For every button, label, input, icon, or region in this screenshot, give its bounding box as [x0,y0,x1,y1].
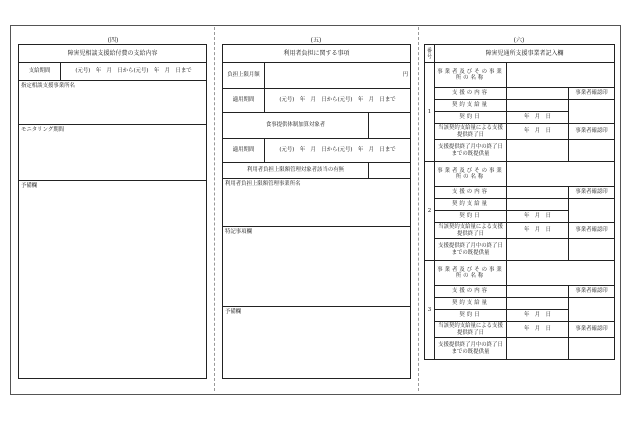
burden-limit-unit: 円 [402,72,408,79]
reserve-field[interactable] [19,181,207,379]
panel-divider-right [418,27,419,391]
business-name-field[interactable] [507,261,615,286]
reserve-label: 予備欄 [21,183,38,189]
payment-period-field[interactable]: (元号) 年 月 日から(元号) 年 月 日まで [61,63,207,81]
limit-applicable-period-label: 適用期間 [223,89,265,113]
designated-office-field[interactable] [19,81,207,125]
contract-date-label: 契約日 [435,310,507,322]
meal-applicable-period-label: 適用期間 [223,139,265,163]
special-notes-field[interactable] [223,227,411,307]
seal-space[interactable] [569,239,615,261]
meal-provision-field[interactable] [369,113,411,139]
panel-user-burden-title: 利用者負担に関する事項 [223,45,411,63]
panel-provider-entry-title: 障害児通所支援事業者記入欄 [435,45,615,63]
limit-management-field[interactable] [369,163,411,179]
provided-label: 支援提供終了月中の終了日までの既提供量 [435,239,507,261]
end-date-label: 当該契約支給量による支援提供終了日 [435,322,507,338]
end-date-field[interactable]: 年 月 日 [507,124,569,140]
end-date-label: 当該契約支給量による支援提供終了日 [435,124,507,140]
payment-period-label: 支給期間 [19,63,61,81]
business-name-field[interactable] [507,63,615,88]
panel-divider-left [214,27,215,391]
designated-office-label: 指定相談支援事業所名 [21,83,75,89]
provider-confirm-seal[interactable]: 事業者確認印 [569,187,615,199]
contract-amount-label: 契約支給量 [435,298,507,310]
business-label: 事業者及びその事業所の名称 [435,162,507,187]
burden-limit-field[interactable] [265,63,411,89]
panel-provider-entry [424,44,615,360]
provider-confirm-seal[interactable]: 事業者確認印 [569,88,615,100]
entry-number: 1 [425,63,435,162]
business-name-field[interactable] [507,162,615,187]
section-six-heading: (六) [513,37,525,44]
provided-label: 支援提供終了月中の終了日までの既提供量 [435,338,507,360]
contract-amount-field[interactable] [507,298,569,310]
contract-amount-label: 契約支給量 [435,100,507,112]
support-content-field[interactable] [507,286,569,298]
number-header: 番号 [425,45,435,63]
panel-support-payment-title: 障害児相談支援給付費の支給内容 [19,45,207,63]
monitoring-period-label: モニタリング期間 [21,127,65,133]
panel-support-payment [18,44,207,379]
contract-amount-field[interactable] [507,100,569,112]
limit-applicable-period-field[interactable]: (元号) 年 月 日から(元号) 年 月 日まで [265,89,411,113]
provider-confirm-seal[interactable]: 事業者確認印 [569,322,615,338]
panel-user-burden [222,44,411,379]
contract-amount-label: 契約支給量 [435,199,507,211]
content-label: 支援の内容 [435,286,507,298]
reserve-label-five: 予備欄 [225,309,242,315]
end-date-field[interactable]: 年 月 日 [507,322,569,338]
seal-space[interactable] [569,338,615,360]
meal-provision-label: 食事提供体制加算対象者 [223,113,369,139]
burden-limit-label: 負担上限月額 [223,63,265,89]
entry-number: 3 [425,261,435,360]
provided-amount-field[interactable] [507,239,569,261]
provided-amount-field[interactable] [507,140,569,162]
provider-confirm-seal[interactable]: 事業者確認印 [569,124,615,140]
special-notes-label: 特記事項欄 [225,229,252,235]
support-content-field[interactable] [507,88,569,100]
contract-date-field[interactable]: 年 月 日 [507,112,569,124]
seal-space[interactable] [569,100,615,124]
end-date-field[interactable]: 年 月 日 [507,223,569,239]
seal-space[interactable] [569,298,615,322]
business-label: 事業者及びその事業所の名称 [435,261,507,286]
content-label: 支援の内容 [435,88,507,100]
end-date-label: 当該契約支給量による支援提供終了日 [435,223,507,239]
limit-management-office-field[interactable] [223,179,411,227]
seal-space[interactable] [569,140,615,162]
reserve-field-five[interactable] [223,307,411,379]
limit-management-office-label: 利用者負担上限額管理事業所名 [225,181,301,187]
section-four-heading: (四) [107,37,119,44]
contract-date-field[interactable]: 年 月 日 [507,310,569,322]
contract-date-label: 契約日 [435,112,507,124]
business-label: 事業者及びその事業所の名称 [435,63,507,88]
support-content-field[interactable] [507,187,569,199]
entry-number: 2 [425,162,435,261]
provided-amount-field[interactable] [507,338,569,360]
meal-applicable-period-field[interactable]: (元号) 年 月 日から(元号) 年 月 日まで [265,139,411,163]
contract-date-field[interactable]: 年 月 日 [507,211,569,223]
section-five-heading: (五) [310,37,322,44]
contract-date-label: 契約日 [435,211,507,223]
contract-amount-field[interactable] [507,199,569,211]
provided-label: 支援提供終了月中の終了日までの既提供量 [435,140,507,162]
provider-confirm-seal[interactable]: 事業者確認印 [569,286,615,298]
provider-confirm-seal[interactable]: 事業者確認印 [569,223,615,239]
seal-space[interactable] [569,199,615,223]
monitoring-period-field[interactable] [19,125,207,181]
limit-management-label: 利用者負担上限額管理対象者該当の有無 [223,163,369,179]
content-label: 支援の内容 [435,187,507,199]
